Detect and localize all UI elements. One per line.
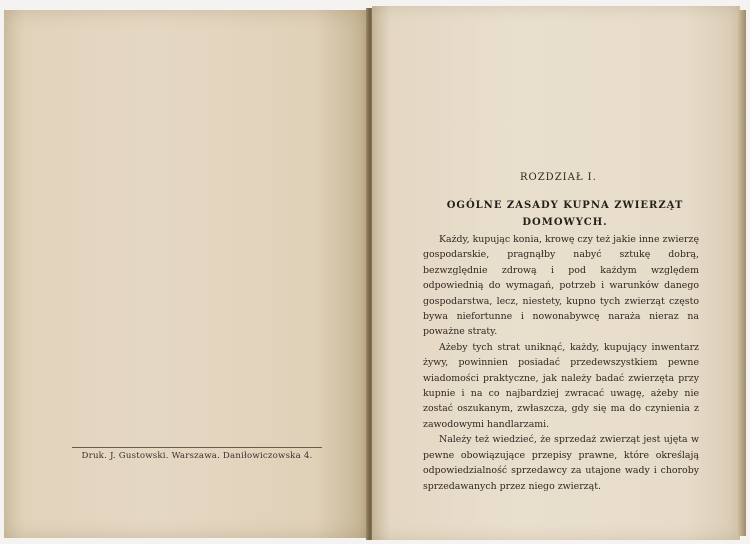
paragraph-3: Należy też wiedzieć, że sprzedaż zwierząt jest ujęta w pewne obowiązujące przepisy prawne, które określają odpowiedzialność sprzedawcy za utajone wady i choroby sprzedawanych przez niego zwierząt.	[423, 434, 699, 492]
body-text	[423, 232, 699, 494]
printer-rule	[72, 447, 322, 448]
printer-imprint: Druk. J. Gustowski. Warszawa. Daniłowiczowska 4.	[81, 451, 313, 461]
chapter-title: OGÓLNE ZASADY KUPNA ZWIERZĄT DOMOWYCH.	[446, 200, 684, 228]
chapter-heading: ROZDZIAŁ I.	[520, 172, 597, 183]
paragraph-2: Ażeby tych strat uniknąć, każdy, kupujący inwentarz żywy, powinnien posiadać przedewszystkiem pewne wiadomości praktyczne, jak należy badać zwierzęta przy kupnie i na co najbardziej zwracać uwagę, ażeby nie zostać oszukanym, zwłaszcza, gdy się ma do czynienia z zawodowymi handlarzami.	[423, 341, 699, 430]
page-edge	[738, 10, 746, 536]
paragraph-1: Każdy, kupując konia, krowę czy też jakie inne zwierzę gospodarskie, pragnąłby nabyć sztukę dobrą, bezwzględnie zdrową i pod każdym względem odpowiednią do wymagań, potrzeb i warunków danego gospodarstwa, lecz, niestety, kupno tych zwierząt często bywa niefortunne i nowonabywcę naraża nieraz na poważne straty.	[423, 234, 699, 338]
